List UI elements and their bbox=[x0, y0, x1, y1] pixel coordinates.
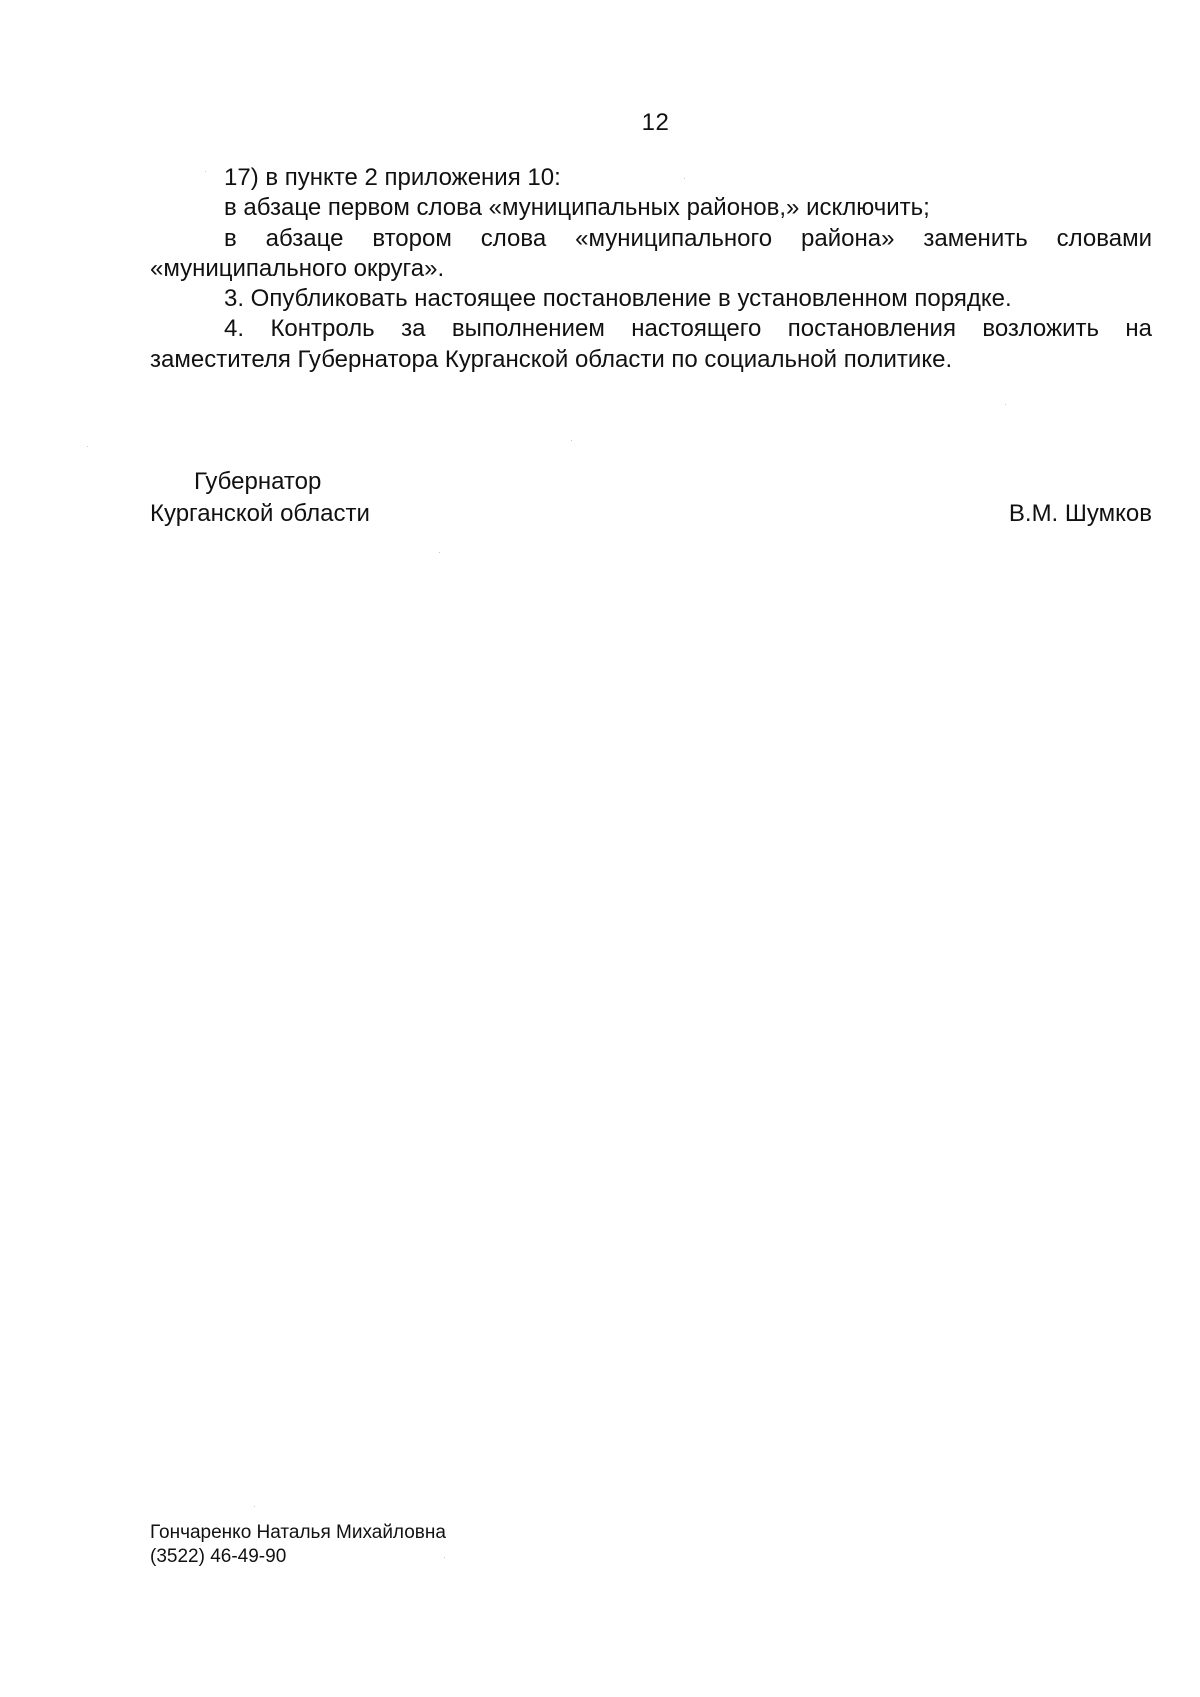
executor-phone: (3522) 46-49-90 bbox=[150, 1546, 287, 1567]
document-body bbox=[150, 163, 1152, 375]
executor-name: Гончаренко Наталья Михайловна bbox=[150, 1522, 446, 1543]
paragraph-second-abzats: в абзаце втором слова «муниципального района» заменить словами «муниципального округа». bbox=[150, 224, 1152, 282]
scan-speck bbox=[254, 1506, 255, 1507]
signature-block bbox=[150, 466, 1152, 530]
scan-speck bbox=[205, 171, 206, 172]
signatory-title: Губернатор bbox=[194, 468, 322, 495]
signatory-region: Курганской области bbox=[150, 500, 370, 527]
executor-contact bbox=[150, 1521, 446, 1569]
scan-speck bbox=[87, 446, 88, 447]
page-number: 12 bbox=[641, 109, 670, 136]
scan-speck bbox=[1005, 404, 1006, 405]
paragraph-item-17: 17) в пункте 2 приложения 10: bbox=[224, 164, 561, 191]
scan-speck bbox=[439, 552, 440, 553]
scan-speck bbox=[571, 440, 572, 441]
scan-speck bbox=[684, 178, 685, 179]
signatory-name: В.М. Шумков bbox=[1008, 500, 1152, 527]
paragraph-publish: 3. Опубликовать настоящее постановление в установленном порядке. bbox=[224, 285, 1012, 313]
paragraph-first-abzats: в абзаце первом слова «муниципальных районов,» исключить; bbox=[224, 194, 930, 222]
paragraph-control: 4. Контроль за выполнением настоящего постановления возложить на заместителя Губернатора Курганской области по социальной политике. bbox=[150, 315, 1152, 373]
scan-speck bbox=[444, 1557, 445, 1558]
